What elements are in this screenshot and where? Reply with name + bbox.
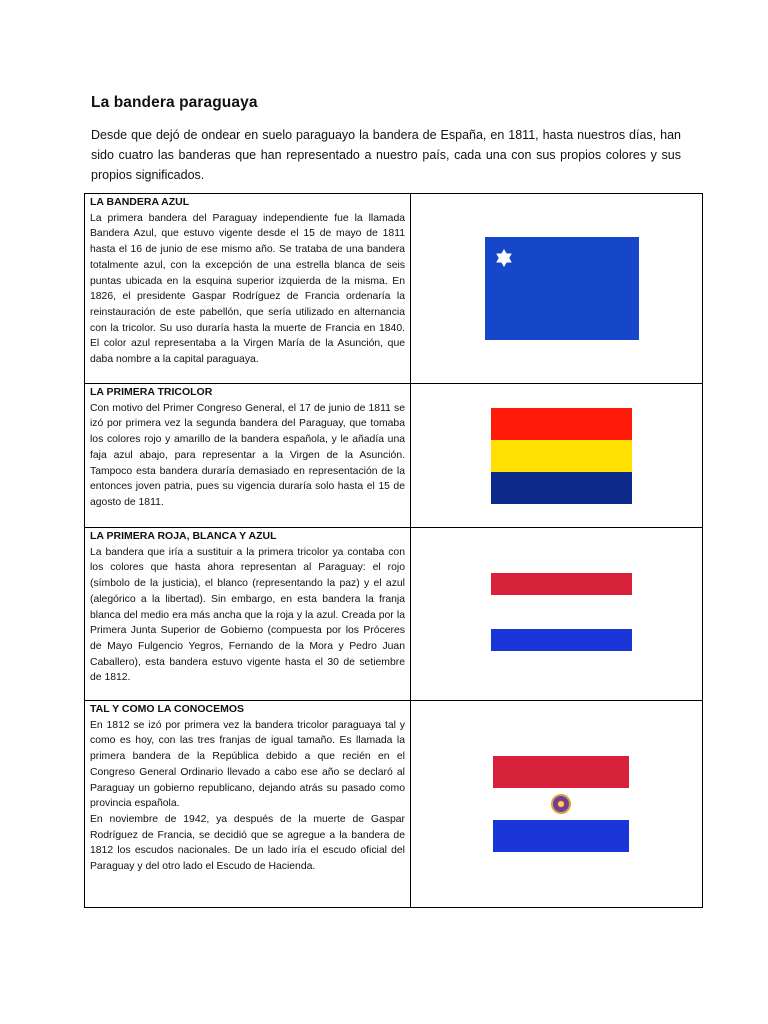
flag-roja-blanca-azul	[491, 573, 632, 651]
section-paragraph: En noviembre de 1942, ya después de la muerte de Gaspar Rodríguez de Francia, se decidió que se agregue a la bandera de 1812 los escudos nacionales. De un lado iría el escudo oficial del Paraguay y del otro lado el Escudo de Hacienda.	[90, 813, 405, 873]
section-body	[90, 401, 405, 511]
section-paragraph: La primera bandera del Paraguay independiente fue la llamada Bandera Azul, que estuvo vigente desde el 15 de mayo de 1811 hasta el 16 de junio de ese mismo año. Se trataba de una bandera totalmente azul, con la excepción de una estrella blanca de seis puntas ubicada en la esquina superior izquierda de la misma. En 1826, el presidente Gaspar Rodríguez de Francia ordenaría la reinstauración de este pabellón, que sería utilizado en alternancia con la tricolor. Su uso duraría hasta la muerte de Francia en 1840. El color azul representaba a la Virgen María de la Asunción, que daba nombre a la capital paraguaya.	[90, 212, 405, 366]
six-pointed-star-icon	[494, 248, 514, 268]
flag-stripe-yellow	[491, 440, 632, 472]
flag-stripe-blue	[493, 820, 629, 852]
section-text-cell	[85, 701, 411, 908]
flag-stripe-blue	[491, 629, 632, 651]
section-text-cell	[85, 194, 411, 384]
flags-table	[84, 193, 703, 908]
table-row-primera-tricolor	[85, 384, 703, 528]
section-title: TAL Y COMO LA CONOCEMOS	[90, 703, 245, 715]
flag-stripe-red	[493, 756, 629, 788]
section-title: LA BANDERA AZUL	[90, 196, 190, 208]
section-title: LA PRIMERA ROJA, BLANCA Y AZUL	[90, 530, 277, 542]
section-text-cell	[85, 528, 411, 701]
section-body	[90, 545, 405, 686]
flag-paraguay-actual	[493, 756, 629, 852]
table-row-tal-y-como	[85, 701, 703, 908]
flag-cell	[411, 194, 703, 384]
flag-stripe-red	[491, 408, 632, 440]
table-row-roja-blanca-azul	[85, 528, 703, 701]
flag-stripe-white	[491, 595, 632, 629]
section-text-cell	[85, 384, 411, 528]
section-body	[90, 211, 405, 368]
page-title: La bandera paraguaya	[91, 94, 258, 111]
table-row-bandera-azul	[85, 194, 703, 384]
coat-of-arms-icon	[551, 794, 571, 814]
flag-cell	[411, 528, 703, 701]
flag-cell	[411, 701, 703, 908]
section-body	[90, 718, 405, 875]
section-paragraph: En 1812 se izó por primera vez la bandera tricolor paraguaya tal y como es hoy, con las tres franjas de igual tamaño. Es llamada la primera bandera de la República debido a que recién en el Congreso General Ordinario llevado a cabo ese año se declaró al Paraguay un gobierno republicano, dejando atrás su pasado como provincia española.	[90, 719, 405, 810]
flag-cell	[411, 384, 703, 528]
flag-bandera-azul	[485, 237, 639, 340]
flag-primera-tricolor	[491, 408, 632, 504]
section-paragraph: La bandera que iría a sustituir a la primera tricolor ya contaba con los colores que hasta ahora representan al Paraguay: el rojo (símbolo de la justicia), el blanco (representando la paz) y el azul (alegórico a la libertad). Sin embargo, en esta bandera la franja blanca del medio era más ancha que la roja y la azul. Creada por la Primera Junta Superior de Gobierno (compuesta por los Próceres de Mayo Fulgencio Yegros, Fernando de la Mora y Pedro Juan Caballero), esta bandera estuvo vigente hasta el 30 de setiembre de 1812.	[90, 546, 405, 684]
intro-paragraph: Desde que dejó de ondear en suelo paraguayo la bandera de España, en 1811, hasta nuestros días, han sido cuatro las banderas que han representado a nuestro país, cada una con sus propios colores y sus propios significados.	[91, 128, 681, 182]
section-paragraph: Con motivo del Primer Congreso General, el 17 de junio de 1811 se izó por primera vez la segunda bandera del Paraguay, que tomaba los colores rojo y amarillo de la bandera española, y le añadía una faja azul abajo, para representar a la Virgen de la Asunción. Tampoco esta bandera duraría demasiado en representación de la entonces joven patria, pues su vigencia duraría solo hasta el 15 de agosto de 1811.	[90, 402, 405, 508]
flag-stripe-red	[491, 573, 632, 595]
section-title: LA PRIMERA TRICOLOR	[90, 386, 213, 398]
flag-stripe-navy	[491, 472, 632, 504]
